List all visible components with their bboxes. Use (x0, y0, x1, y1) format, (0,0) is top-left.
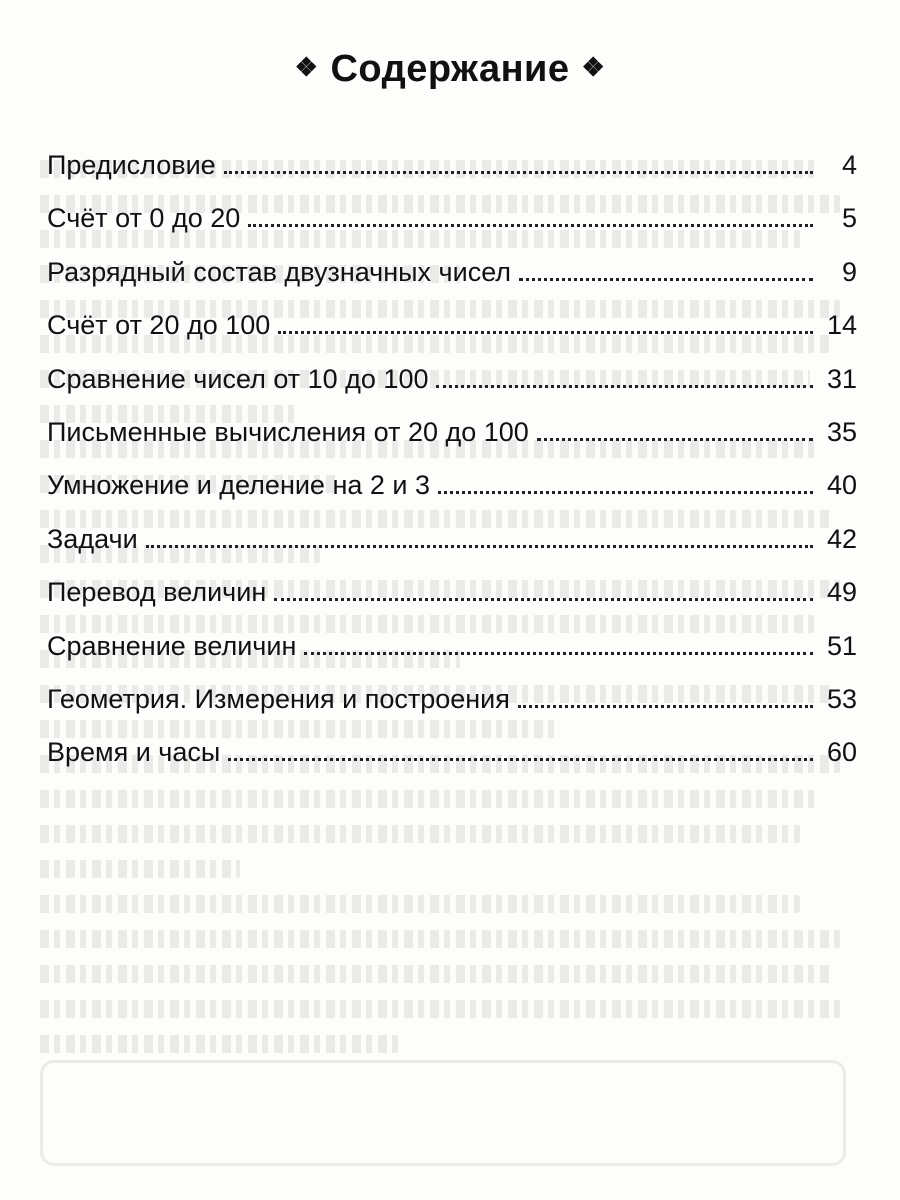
dot-leader (278, 331, 813, 334)
toc-entry (47, 198, 857, 251)
toc-entry-label: Умножение и деление на 2 и 3 (47, 470, 430, 501)
toc-entry-page: 5 (841, 203, 857, 234)
toc-entry-page: 9 (841, 256, 857, 287)
toc-entry (47, 626, 857, 679)
ornament-left-icon: ❖ (294, 52, 319, 83)
toc-entry-label: Разрядный состав двузначных чисел (47, 256, 512, 287)
contents-title: Содержание (330, 48, 570, 90)
toc-entry-page: 53 (826, 683, 857, 714)
toc-entry (47, 145, 857, 198)
toc-entry-page: 42 (826, 523, 857, 554)
dot-leader (304, 652, 813, 655)
toc-entry-label: Счёт от 20 до 100 (47, 310, 271, 341)
contents-heading (0, 48, 900, 91)
dot-leader (537, 438, 813, 441)
toc-entry-label: Геометрия. Измерения и построения (47, 683, 510, 714)
dot-leader (518, 705, 813, 708)
ornament-right-icon: ❖ (581, 52, 606, 83)
toc-entry (47, 465, 857, 518)
toc-entry (47, 519, 857, 572)
toc-entry-page: 35 (826, 416, 857, 447)
toc-entry-page: 14 (826, 310, 857, 341)
toc-entry-page: 4 (841, 150, 857, 180)
toc-entry (47, 305, 857, 358)
toc-entry-label: Предисловие (47, 150, 216, 180)
dot-leader (519, 278, 813, 281)
toc-entry (47, 679, 857, 732)
toc-entry-label: Перевод величин (47, 577, 267, 608)
toc-entry-page: 51 (826, 630, 857, 661)
toc-entry-page: 60 (826, 737, 857, 768)
toc-entry-page: 40 (826, 470, 857, 501)
toc-entry-label: Счёт от 0 до 20 (47, 203, 241, 234)
toc-entry-page: 31 (826, 363, 857, 394)
toc-entry-page: 49 (826, 577, 857, 608)
dot-leader (228, 758, 813, 761)
toc-entry (47, 572, 857, 625)
toc-entry (47, 359, 857, 412)
toc-entry-label: Время и часы (47, 737, 221, 768)
toc-entry-label: Письменные вычисления от 20 до 100 (47, 416, 529, 447)
dot-leader (248, 224, 813, 227)
toc-entry-label: Сравнение чисел от 10 до 100 (47, 363, 429, 394)
toc-entry (47, 732, 857, 785)
toc-entry (47, 252, 857, 305)
table-of-contents (47, 145, 857, 786)
dot-leader (224, 171, 813, 174)
toc-entry-label: Сравнение величин (47, 630, 297, 661)
dot-leader (438, 491, 813, 494)
toc-entry-label: Задачи (47, 523, 138, 554)
toc-entry (47, 412, 857, 465)
dot-leader (274, 598, 813, 601)
dot-leader (146, 545, 813, 548)
dot-leader (436, 385, 813, 388)
